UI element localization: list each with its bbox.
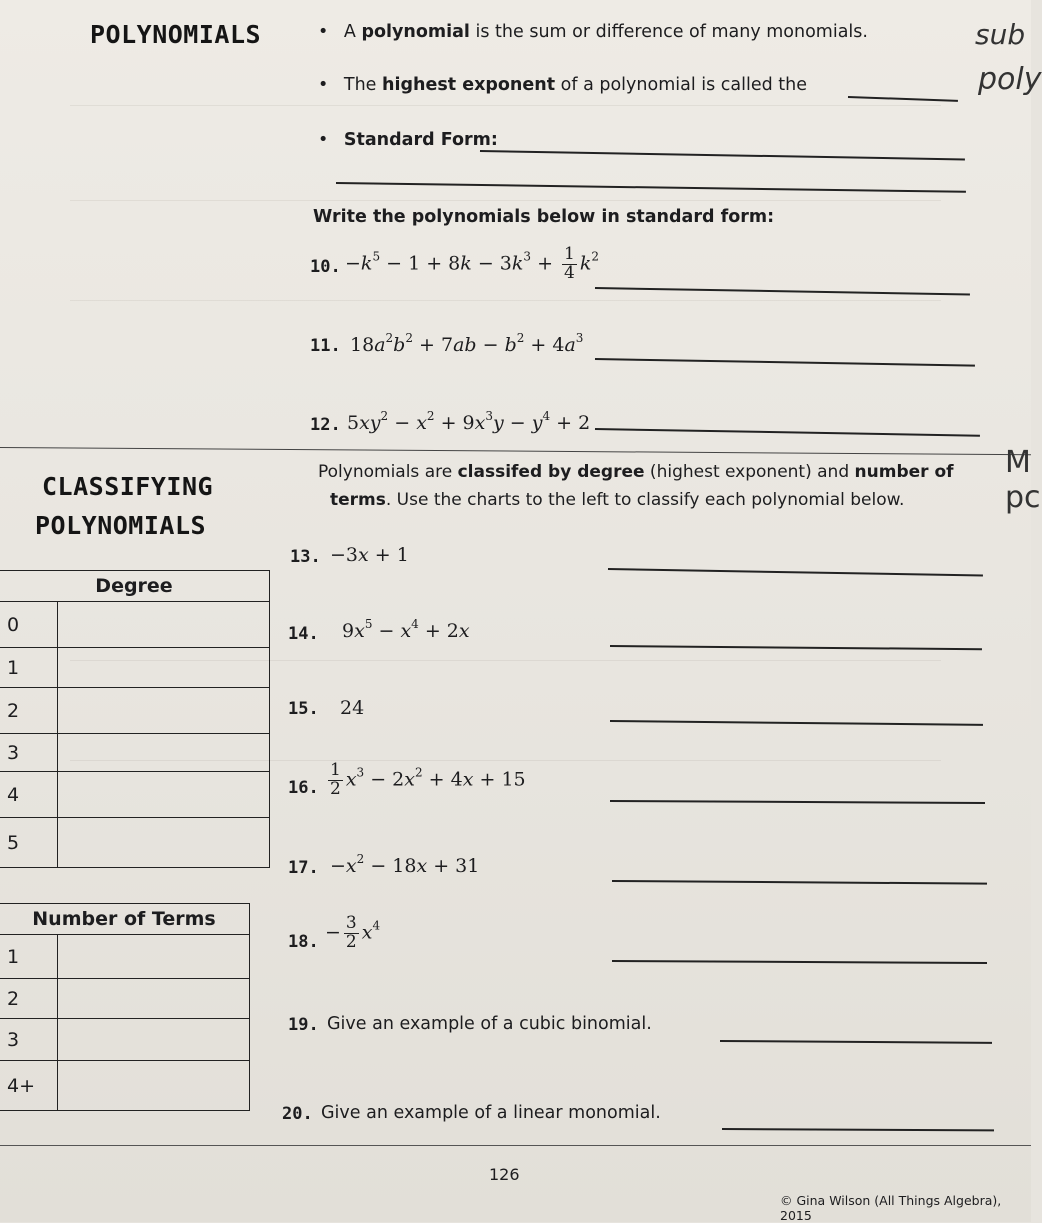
problem-expression: $\frac{1}{2}$ $x^3 - 2x^2 + 4x + 15$ (330, 760, 526, 799)
problem-number: 20. (282, 1104, 313, 1124)
answer-line[interactable] (595, 287, 970, 295)
terms-name-blank[interactable] (58, 1061, 250, 1111)
copyright-notice: © Gina Wilson (All Things Algebra), 2015 (780, 1193, 1002, 1223)
bottom-rule (0, 1145, 1031, 1146)
definition-polynomial: • A polynomial is the sum or difference of many monomials. (318, 22, 868, 42)
problem-number: 19. (288, 1015, 319, 1035)
section-title-polynomials: POLYNOMIALS (90, 20, 262, 49)
terms-table-header: Number of Terms (0, 904, 250, 935)
problem-expression: $18a^2b^2 + 7ab - b^2 + 4a^3$ (350, 331, 584, 356)
problem-number: 14. (288, 624, 319, 644)
answer-line[interactable] (610, 800, 985, 803)
degree-value: 3 (0, 734, 58, 772)
degree-name-blank[interactable] (58, 648, 270, 688)
degree-table-header: Degree (0, 571, 270, 602)
terms-table (0, 903, 250, 1111)
margin-handwriting: M (1005, 445, 1031, 480)
problem-expression: $-k^5 - 1 + 8k - 3k^3$ + $\frac{1}{4}$ $k^2$ (345, 244, 600, 283)
instruction-standard-form: Write the polynomials below in standard form: (313, 207, 775, 227)
degree-value: 4 (0, 772, 58, 818)
answer-line[interactable] (608, 568, 983, 576)
problem-number: 17. (288, 858, 319, 878)
degree-name-blank[interactable] (58, 734, 270, 772)
margin-handwriting: sub (975, 18, 1026, 51)
problem-number: 18. (288, 932, 319, 952)
standard-form-label: • Standard Form: (318, 130, 498, 150)
terms-value: 3 (0, 1019, 58, 1061)
degree-value: 1 (0, 648, 58, 688)
problem-prompt: Give an example of a cubic binomial. (327, 1014, 652, 1034)
degree-name-blank[interactable] (58, 688, 270, 734)
section-title-classifying: CLASSIFYING (42, 472, 214, 501)
degree-name-blank[interactable] (58, 772, 270, 818)
problem-number: 10. (310, 257, 341, 277)
answer-line[interactable] (612, 880, 987, 884)
terms-value: 1 (0, 935, 58, 979)
degree-value: 2 (0, 688, 58, 734)
answer-line[interactable] (612, 960, 987, 963)
blank-line-standard-form-2[interactable] (336, 182, 966, 192)
section-divider (0, 447, 1031, 455)
terms-value: 4+ (0, 1061, 58, 1111)
definition-degree: • The highest exponent of a polynomial is called the (318, 75, 807, 95)
problem-number: 15. (288, 699, 319, 719)
classification-intro-line2: terms. Use the charts to the left to classify each polynomial below. (330, 490, 905, 510)
problem-expression: − $\frac{3}{2}$ $x^4$ (325, 913, 381, 952)
answer-line[interactable] (595, 358, 975, 366)
blank-line-standard-form-1[interactable] (480, 150, 965, 160)
terms-value: 2 (0, 979, 58, 1019)
answer-line[interactable] (610, 720, 983, 725)
answer-line[interactable] (610, 645, 982, 650)
answer-line[interactable] (595, 428, 980, 436)
degree-table (0, 570, 270, 868)
degree-name-blank[interactable] (58, 602, 270, 648)
section-title-polynomials-2: POLYNOMIALS (35, 511, 207, 540)
margin-handwriting: pc (1005, 480, 1041, 515)
classification-intro-line1: Polynomials are classifed by degree (highest exponent) and number of (318, 462, 954, 482)
answer-line[interactable] (720, 1040, 992, 1043)
problem-number: 12. (310, 415, 341, 435)
problem-number: 16. (288, 778, 319, 798)
problem-expression: $5xy^2 - x^2 + 9x^3y - y^4 + 2$ (347, 409, 591, 434)
page-number: 126 (489, 1165, 520, 1184)
terms-name-blank[interactable] (58, 979, 250, 1019)
degree-value: 0 (0, 602, 58, 648)
margin-handwriting: poly (978, 62, 1042, 97)
degree-value: 5 (0, 818, 58, 868)
problem-prompt: Give an example of a linear monomial. (321, 1103, 661, 1123)
answer-line[interactable] (722, 1128, 994, 1131)
terms-name-blank[interactable] (58, 935, 250, 979)
problem-expression: $9x^5 - x^4 + 2x$ (342, 617, 470, 642)
problem-number: 13. (290, 547, 321, 567)
problem-expression: $-x^2 - 18x + 31$ (330, 852, 480, 877)
degree-name-blank[interactable] (58, 818, 270, 868)
blank-line-degree[interactable] (848, 96, 958, 101)
problem-expression: −3x + 1 (330, 544, 409, 566)
problem-number: 11. (310, 336, 341, 356)
problem-expression: 24 (340, 697, 365, 719)
terms-name-blank[interactable] (58, 1019, 250, 1061)
